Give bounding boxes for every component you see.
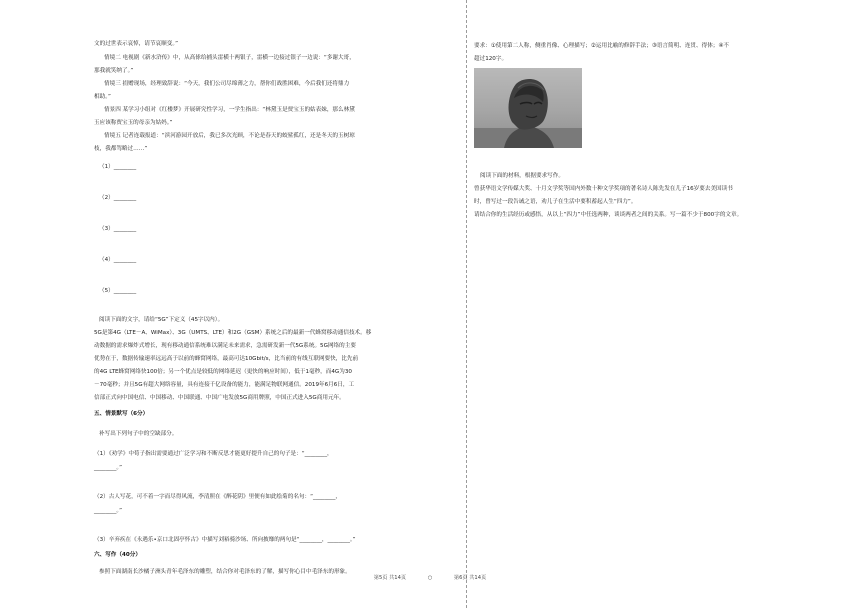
text-line: 那我就笑纳了。” [94, 68, 134, 74]
text-line: 时，曾写过一段告诫之语，劝儿子在生活中要积蓄起人生“四力”。 [474, 199, 637, 205]
section-heading: 五、情景默写（6分） [94, 411, 149, 417]
answer-blank-5[interactable]: （5）________ [99, 288, 137, 294]
text-line: 相助。” [94, 94, 111, 100]
fold-mark: ○ [427, 575, 433, 581]
page-divider [466, 0, 467, 608]
text-line: 优势在于，数据传输速率远远高于以前的蜂窝网络，最高可达10Gbit/s，比当前的有线互联网要快，比先前 [94, 356, 359, 362]
answer-blank-1[interactable]: （1）________ [99, 164, 137, 170]
question-line: （3）辛弃疾在《永遇乐•京口北固亭怀古》中描写刘裕骑沙场、所向披靡的两句是“________，________。” [94, 537, 356, 543]
text-line: 情境二 电视剧《新水浒传》中，从高俅给捕头雷横十两银子，雷横一边接过银子一边说：“多谢大哥， [104, 55, 355, 61]
text-line: 信部正式向中国电信、中国移动、中国联通、中国广电发放5G商用牌照，中国正式进入5G商用元年。 [94, 395, 345, 401]
text-line: －70毫秒；并且5G有超大网络容量，具有连接千亿设备的能力，能满足物联网通信。2019年6月6日，工 [94, 382, 355, 388]
reading-intro: 阅读下面的材料，根据要求写作。 [480, 173, 564, 179]
sculpture-photo [474, 68, 582, 148]
question-intro: 阅读下面的文字，请给“5G”下定义（45字以内）。 [99, 317, 224, 323]
question-line: ________。” [94, 508, 123, 514]
text-line: 情境三 捐赠现场，经理致辞说：“今天，我们公司尽绵薄之力，帮你们战胜困难，今后我们还将鼎力 [104, 81, 350, 87]
question-line: ________。” [94, 465, 123, 471]
text-line: 的4G LTE蜂窝网络快100倍；另一个优点是较低的网络延迟（更快的响应时间），低于1毫秒，而4G为30 [94, 369, 352, 375]
question-line: （2）古人写花，可不着一字而尽得风流，李清照在《醉花阴》里便有如此绘菊的名句：“________， [94, 494, 341, 500]
text-line: 情景四 某学习小组对《红楼梦》开展研究性学习，一学生指出：“林黛玉是贾宝玉的姑表妹，那么林黛 [104, 107, 355, 113]
answer-blank-4[interactable]: （4）________ [99, 257, 137, 263]
text-line: 5G是第4G（LTE－A、WiMax）、3G（UMTS、LTE）和2G（GSM）系统之后的最新一代蜂窝移动通信技术。移 [94, 330, 372, 336]
text-line: 曾获华语文学传媒大奖、十月文学奖等国内外数十种文学奖项的著名诗人陈先发在儿子16岁要去美国读书 [474, 186, 733, 192]
question-line: （1）《劝学》中荀子指出需要通过广泛学习和不断反思才能更好提升自己的句子是：“________， [94, 451, 333, 457]
answer-blank-2[interactable]: （2）________ [99, 195, 137, 201]
answer-blank-3[interactable]: （3）________ [99, 226, 137, 232]
text-line: 动数据的需求爆炸式增长，现有移动通信系统难以满足未来需求，急需研发新一代5G系统。5G网络的主要 [94, 343, 356, 349]
text-line: 玉应该称贾宝玉的母亲为姑妈。” [94, 120, 173, 126]
text-line: 请结合你的生活经历或感悟，从以上“四力”中任选两种，谈谈两者之间的关系。写一篇不少于800字的文章。 [474, 212, 743, 218]
section-prompt: 补写出下列句子中的空缺部分。 [99, 431, 178, 437]
section-heading: 六、写作（40分） [94, 552, 141, 558]
page-number-right: 第6页 共14页 [453, 575, 487, 581]
requirements-line: 要求：①使用第二人称，侧重肖像、心理描写；②运用比喻的修辞手法；③语言简明、连贯、得体；④不 [474, 43, 729, 49]
page-footer [0, 576, 860, 581]
text-line: 枝，我都驾略过……” [94, 146, 148, 152]
page-number-left: 第5页 共14页 [373, 575, 407, 581]
text-line: 情境五 记者连载报道：“滨河游园开放后，我已多次光顾，不论是春天的蛟鲨孤红，还是冬天的玉树琼 [104, 133, 355, 139]
text-line: 文的过世表示哀悼，请节哀顺变。” [94, 41, 179, 47]
section-prompt: 参照下面湖南长沙橘子洲头青年毛泽东的雕塑，结合你对毛泽东的了解，描写你心目中毛泽东的形象。 [99, 569, 351, 575]
requirements-line: 超过120字。 [474, 56, 508, 62]
